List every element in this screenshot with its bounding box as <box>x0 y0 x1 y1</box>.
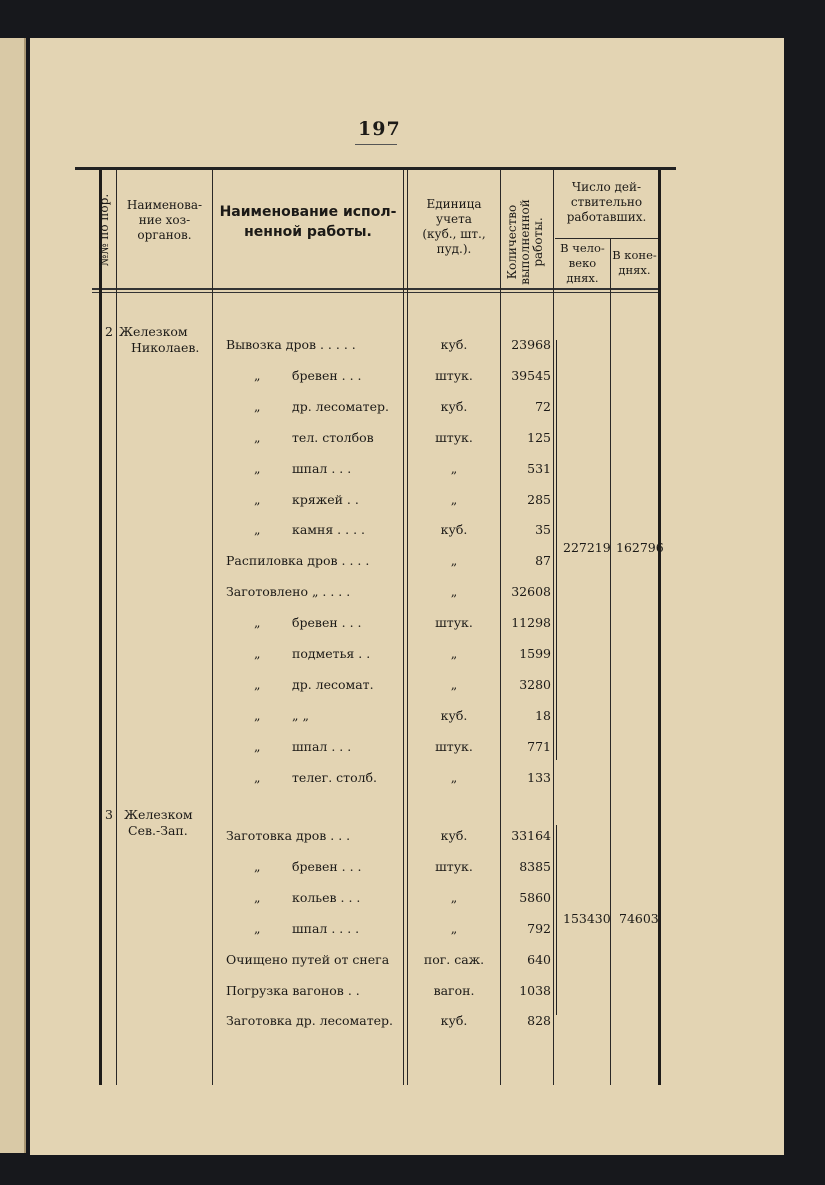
row-unit: штук. <box>435 615 473 630</box>
row-work: др. лесомат. <box>292 677 374 692</box>
row-work: др. лесоматер. <box>292 399 389 414</box>
row-quantity: 771 <box>527 739 551 754</box>
row-quantity: 39545 <box>511 368 551 383</box>
row-work: кольев . . . <box>292 890 361 905</box>
header-org: Наименова- ние хоз- органов. <box>126 198 203 242</box>
page-number-underline <box>355 144 397 145</box>
row-ditto-mark: „ <box>254 399 261 414</box>
row-unit: куб. <box>440 1013 468 1028</box>
row-quantity: 5860 <box>519 890 551 905</box>
section-2-horse-days-total: 162796 <box>616 540 664 555</box>
row-quantity: 285 <box>527 492 551 507</box>
row-quantity: 32608 <box>511 584 551 599</box>
section-2-brace <box>556 340 557 760</box>
row-unit: куб. <box>440 708 468 723</box>
row-unit: „ <box>450 646 458 661</box>
section-3-number: 3 <box>105 807 113 822</box>
left-page-edge <box>0 38 26 1153</box>
section-3-horse-days-total: 74603 <box>619 911 659 926</box>
row-work: бревен . . . <box>292 859 362 874</box>
header-work: Наименование испол- ненной работы. <box>219 204 397 240</box>
row-quantity: 23968 <box>511 337 551 352</box>
row-unit: куб. <box>440 828 468 843</box>
row-work: Очищено путей от снега <box>226 952 390 967</box>
row-quantity: 1038 <box>519 983 551 998</box>
col-divider-2 <box>212 170 213 1085</box>
row-unit: штук. <box>435 859 473 874</box>
row-quantity: 33164 <box>511 828 551 843</box>
row-ditto-mark: „ <box>254 739 261 754</box>
row-unit: куб. <box>440 522 468 537</box>
section-2-org-line2: Николаев. <box>131 340 200 355</box>
row-unit: „ <box>450 677 458 692</box>
table-top-rule <box>75 167 676 170</box>
header-number: №№ по пор. <box>97 193 111 267</box>
row-quantity: 87 <box>535 553 551 568</box>
row-ditto-mark: „ <box>254 492 261 507</box>
row-work: Заготовка дров . . . <box>226 828 351 843</box>
row-work: телег. столб. <box>292 770 378 785</box>
row-quantity: 3280 <box>519 677 551 692</box>
row-work: тел. столбов <box>292 430 374 445</box>
row-quantity: 531 <box>527 461 551 476</box>
row-ditto-mark: „ <box>254 677 261 692</box>
row-unit: пог. саж. <box>423 952 485 967</box>
row-work: шпал . . . . <box>292 921 360 936</box>
section-3-man-days-total: 153430 <box>563 911 611 926</box>
row-work: „ „ <box>292 708 309 723</box>
row-unit: штук. <box>435 739 473 754</box>
section-3-org-line2: Сев.-Зап. <box>128 823 188 838</box>
row-ditto-mark: „ <box>254 921 261 936</box>
row-quantity: 828 <box>527 1013 551 1028</box>
row-quantity: 35 <box>535 522 551 537</box>
header-man-days: В чело- веко днях. <box>560 241 605 285</box>
row-ditto-mark: „ <box>254 708 261 723</box>
header-horse-days: В коне- днях. <box>612 248 657 277</box>
row-ditto-mark: „ <box>254 770 261 785</box>
page-number: 197 <box>358 118 401 140</box>
header-bottom-rule <box>92 288 659 290</box>
row-unit: „ <box>450 770 458 785</box>
row-quantity: 18 <box>535 708 551 723</box>
col-divider-3 <box>403 170 404 1085</box>
row-work: шпал . . . <box>292 461 352 476</box>
row-unit: куб. <box>440 337 468 352</box>
row-work: камня . . . . <box>292 522 365 537</box>
row-quantity: 125 <box>527 430 551 445</box>
row-unit: „ <box>450 921 458 936</box>
section-2-org-line1: Железком <box>119 324 188 339</box>
row-ditto-mark: „ <box>254 646 261 661</box>
row-work: бревен . . . <box>292 615 362 630</box>
col-divider-5 <box>553 170 554 1085</box>
row-work: шпал . . . <box>292 739 352 754</box>
row-ditto-mark: „ <box>254 430 261 445</box>
row-unit: куб. <box>440 399 468 414</box>
row-quantity: 72 <box>535 399 551 414</box>
row-unit: вагон. <box>433 983 475 998</box>
section-3-org-line1: Железком <box>124 807 193 822</box>
row-work: Распиловка дров . . . . <box>226 553 370 568</box>
row-ditto-mark: „ <box>254 890 261 905</box>
header-quantity: Количество выполненной работы. <box>505 199 545 285</box>
row-ditto-mark: „ <box>254 615 261 630</box>
row-quantity: 11298 <box>511 615 551 630</box>
row-quantity: 8385 <box>519 859 551 874</box>
row-work: бревен . . . <box>292 368 362 383</box>
col-divider-1 <box>116 170 117 1085</box>
row-unit: „ <box>450 890 458 905</box>
subheader-rule <box>555 238 658 239</box>
row-unit: „ <box>450 584 458 599</box>
row-unit: штук. <box>435 368 473 383</box>
row-work: подметья . . <box>292 646 371 661</box>
row-work: Вывозка дров . . . . . <box>226 337 356 352</box>
col-divider-6 <box>610 238 611 1085</box>
header-bottom-rule-2 <box>92 292 659 293</box>
row-work: Заготовлено „ . . . . <box>226 584 351 599</box>
table-right-border <box>658 170 661 1085</box>
row-work: кряжей . . <box>292 492 359 507</box>
section-3-brace <box>556 825 557 1015</box>
row-ditto-mark: „ <box>254 522 261 537</box>
row-unit: штук. <box>435 430 473 445</box>
row-quantity: 1599 <box>519 646 551 661</box>
row-unit: „ <box>450 492 458 507</box>
row-ditto-mark: „ <box>254 461 261 476</box>
section-2-man-days-total: 227219 <box>563 540 611 555</box>
row-ditto-mark: „ <box>254 859 261 874</box>
row-quantity: 133 <box>527 770 551 785</box>
header-workers: Число дей- ствительно работавших. <box>566 180 647 224</box>
row-work: Погрузка вагонов . . <box>226 983 360 998</box>
table-left-border <box>99 170 102 1085</box>
row-quantity: 640 <box>527 952 551 967</box>
row-quantity: 792 <box>527 921 551 936</box>
header-unit: Единица учета (куб., шт., пуд.). <box>422 197 486 256</box>
row-unit: „ <box>450 461 458 476</box>
section-2-number: 2 <box>105 324 113 339</box>
row-unit: „ <box>450 553 458 568</box>
row-work: Заготовка др. лесоматер. <box>226 1013 394 1028</box>
row-ditto-mark: „ <box>254 368 261 383</box>
